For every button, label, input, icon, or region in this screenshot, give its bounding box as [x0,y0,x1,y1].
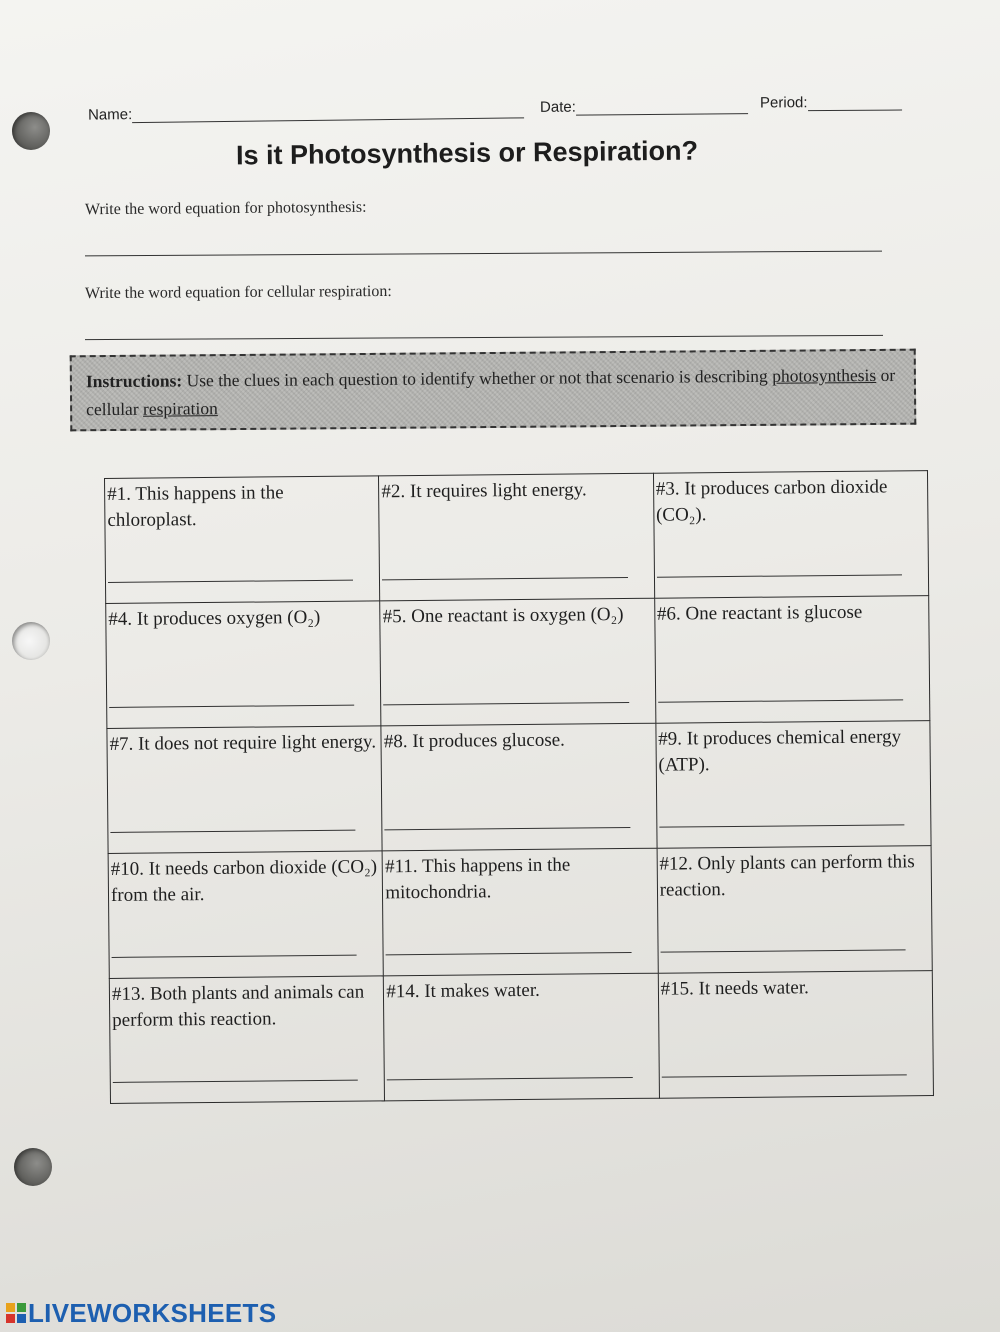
name-input[interactable] [132,103,524,123]
question-text: #4. It produces oxygen (O₂) [108,606,321,630]
answer-line[interactable] [109,705,354,708]
question-cell [657,846,933,974]
answer-line[interactable] [657,574,902,577]
date-input[interactable] [576,99,748,116]
grid-row [108,846,932,979]
question-cell [379,473,655,601]
name-label: Name: [87,106,133,124]
question-text: #2. It requires light energy. [381,479,587,503]
respiration-prompt: Write the word equation for cellular respiration: [84,282,392,303]
question-cell [658,971,934,1099]
question-text: #13. Both plants and animals can perform this reaction. [111,981,365,1031]
question-text: #15. It needs water. [660,977,809,1000]
answer-line[interactable] [659,824,904,827]
answer-line[interactable] [113,1080,358,1083]
instructions-lead: Instructions: [85,370,183,392]
question-cell [654,596,930,724]
question-text: #1. This happens in the chloroplast. [107,482,284,531]
brand-text: LIVEWORKSHEETS [28,1298,277,1328]
period-input[interactable] [807,96,901,112]
question-cell [106,601,382,729]
question-text: #12. Only plants can perform this reaction. [659,851,915,901]
grid-row [107,721,931,854]
instructions-respiration: respiration [142,398,218,419]
question-text: #6. One reactant is glucose [656,601,863,625]
photosynthesis-prompt: Write the word equation for photosynthesis: [84,198,367,219]
grid-row [105,471,929,604]
page-title: Is it Photosynthesis or Respiration? [235,135,699,171]
question-cell [653,471,929,599]
question-cell [382,848,658,976]
question-text: #14. It makes water. [386,979,540,1003]
instructions-text-b: or cellular [86,364,896,420]
answer-line[interactable] [661,1074,906,1077]
answer-line[interactable] [112,955,357,958]
question-text: #10. It needs carbon dioxide (CO₂) from the air. [110,856,378,906]
answer-line[interactable] [658,699,903,702]
answer-line[interactable] [387,1077,632,1080]
question-text: #7. It does not require light energy. [109,731,377,755]
question-cell [108,851,384,979]
instructions-photosynthesis: photosynthesis [772,364,877,386]
question-grid [104,470,934,1104]
period-field [760,94,902,112]
question-cell [109,976,385,1104]
period-label: Period: [759,94,808,112]
date-field [540,97,748,116]
instructions-box [70,349,917,432]
grid-row [109,971,933,1104]
question-cell [656,721,932,849]
question-cell [384,973,660,1101]
binder-hole [14,1148,52,1186]
question-cell [380,598,656,726]
question-text: #9. It produces chemical energy (ATP). [658,726,902,776]
question-text: #8. It produces glucose. [383,729,565,753]
question-cell [105,476,381,604]
date-label: Date: [539,98,576,116]
respiration-answer-line[interactable] [85,335,883,340]
question-text: #3. It produces carbon dioxide (CO₂). [655,476,888,526]
answer-line[interactable] [384,702,629,705]
grid-row [106,596,930,729]
answer-line[interactable] [386,952,631,955]
question-cell [107,726,383,854]
answer-line[interactable] [108,580,353,583]
photosynthesis-answer-line[interactable] [85,251,882,257]
instructions-text-a: Use the clues in each question to identify whether or not that scenario is describing [182,365,773,391]
question-text: #5. One reactant is oxygen (O₂) [382,604,624,628]
binder-hole [12,622,50,660]
answer-line[interactable] [382,577,627,580]
answer-line[interactable] [385,827,630,830]
question-text: #11. This happens in the mitochondria. [384,854,571,904]
name-field [88,101,524,123]
answer-line[interactable] [110,830,355,833]
question-cell [381,723,657,851]
binder-hole [12,112,50,150]
liveworksheets-logo-icon [6,1303,26,1325]
answer-line[interactable] [660,949,905,952]
liveworksheets-brand [6,1298,276,1329]
